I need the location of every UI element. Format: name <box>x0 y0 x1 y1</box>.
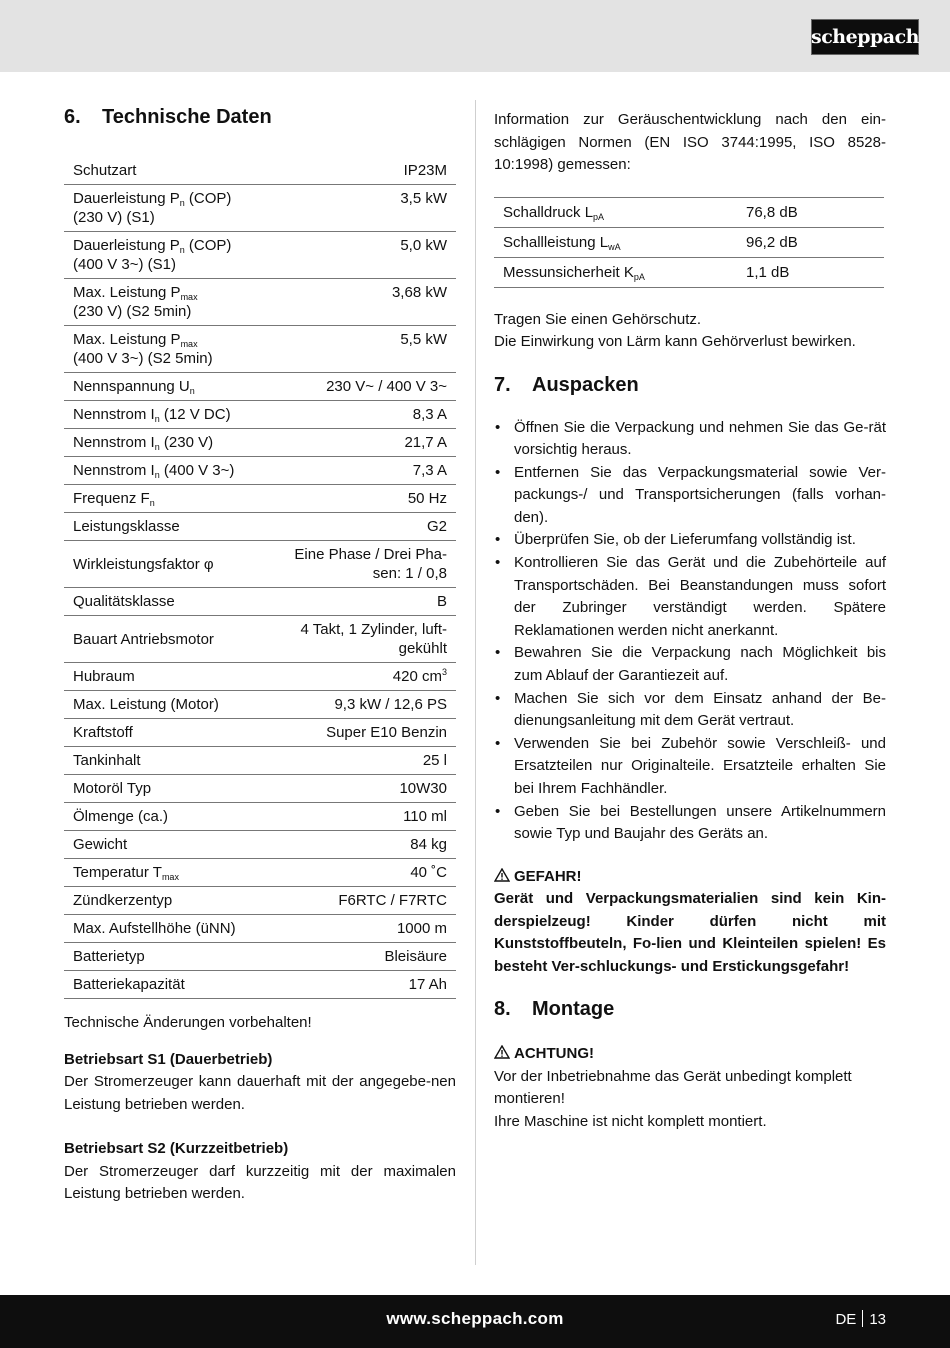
list-item: • Verwenden Sie bei Zubehör sowie Verschleiß- und Ersatzteilen nur Originalteile. Ersatzteile erhalten Sie bei Ihrem Fachhändler. <box>494 733 886 801</box>
label-line-2: (400 V 3~) (S2 5min) <box>73 350 213 367</box>
spec-label <box>64 859 268 887</box>
spec-value <box>268 775 456 803</box>
value-text: 21,7 A <box>404 434 447 451</box>
spec-value <box>268 185 456 232</box>
label-suffix: (COP) <box>184 190 232 207</box>
attention-label: ACHTUNG! <box>514 1045 594 1063</box>
value-text: 5,0 kW <box>400 237 447 254</box>
label-text: Nennstrom I <box>73 434 155 451</box>
s2-text: Der Stromerzeuger darf kurzzeitig mit der maximalen Leistung betrieben werden. <box>64 1162 456 1202</box>
label-text: Batterietyp <box>73 948 145 965</box>
page-separator <box>862 1310 863 1327</box>
spec-label <box>64 541 268 588</box>
list-item: • Machen Sie sich vor dem Einsatz anhand der Be-dienungsanleitung mit dem Gerät vertraut. <box>494 688 886 733</box>
spec-row <box>64 429 456 457</box>
value-text: Bleisäure <box>384 948 447 965</box>
label-subscript: n <box>179 198 185 208</box>
spec-value <box>268 616 456 663</box>
spec-label <box>64 719 268 747</box>
label-text: Hubraum <box>73 668 135 685</box>
danger-warning <box>494 866 886 889</box>
noise-label <box>494 197 737 227</box>
spec-label <box>64 401 268 429</box>
value-text: 96,2 dB <box>746 233 798 251</box>
page-number: 13 <box>869 1311 886 1328</box>
label-line-2: (230 V) (S2 5min) <box>73 303 192 320</box>
label-subscript: pA <box>593 211 605 222</box>
label-text: Temperatur T <box>73 864 162 881</box>
value-text: 25 l <box>422 752 447 769</box>
spec-value <box>268 279 456 326</box>
page-indicator <box>835 1310 886 1328</box>
label-text: Zündkerzentyp <box>73 892 173 909</box>
spec-row <box>64 831 456 859</box>
noise-label <box>494 257 737 287</box>
spec-label <box>64 513 268 541</box>
label-subscript: max <box>180 292 198 302</box>
label-line-2: (230 V) (S1) <box>73 209 155 226</box>
warning-triangle-icon <box>494 1045 510 1059</box>
attention-text-2: Ihre Maschine ist nicht komplett montiert. <box>494 1112 767 1130</box>
label-text: Qualitätsklasse <box>73 593 175 610</box>
noise-label <box>494 227 737 257</box>
spec-value <box>268 803 456 831</box>
value-text: 40 ˚C <box>410 864 447 881</box>
unpack-list <box>494 417 886 846</box>
spec-row <box>64 401 456 429</box>
spec-value <box>268 429 456 457</box>
label-text: Dauerleistung P <box>73 190 180 207</box>
value-line-2: gekühlt <box>398 640 447 657</box>
language-code: DE <box>835 1311 857 1328</box>
spec-label <box>64 971 268 999</box>
section-title: Technische Daten <box>102 106 272 128</box>
section-number: 6. <box>64 106 81 128</box>
spec-value <box>268 831 456 859</box>
noise-hint-2: Die Einwirkung von Lärm kann Gehörverlust bewirken. <box>494 333 856 350</box>
value-text: 8,3 A <box>412 406 447 423</box>
label-subscript: max <box>161 872 179 882</box>
value-text: Super E10 Benzin <box>326 724 447 741</box>
spec-value <box>268 887 456 915</box>
right-column <box>494 100 886 1133</box>
spec-row <box>64 326 456 373</box>
value-text: 3,5 kW <box>400 190 447 207</box>
spec-row <box>64 971 456 999</box>
label-text: Ölmenge (ca.) <box>73 808 169 825</box>
section-7-heading <box>494 374 886 397</box>
spec-label <box>64 831 268 859</box>
label-text: Leistungsklasse <box>73 518 180 535</box>
list-item: • Überprüfen Sie, ob der Lieferumfang vollständig ist. <box>494 529 886 552</box>
label-text: Batteriekapazität <box>73 976 185 993</box>
spec-value <box>268 326 456 373</box>
spec-row <box>64 457 456 485</box>
spec-value <box>268 915 456 943</box>
label-subscript: max <box>180 339 198 349</box>
spec-value <box>268 747 456 775</box>
brand-logo <box>811 19 919 55</box>
spec-label <box>64 429 268 457</box>
spec-value <box>268 485 456 513</box>
spec-row <box>64 232 456 279</box>
list-item: • Öffnen Sie die Verpackung und nehmen Sie das Ge-rät vorsichtig heraus. <box>494 417 886 462</box>
attention-text-1: Vor der Inbetriebnahme das Gerät unbedingt komplett montieren! <box>494 1067 852 1108</box>
label-text: Schallleistung L <box>503 233 609 251</box>
logo-text: scheppach <box>811 26 919 48</box>
spec-label <box>64 887 268 915</box>
label-text: Max. Leistung P <box>73 331 181 348</box>
s1-heading: Betriebsart S1 (Dauerbetrieb) <box>64 1050 273 1068</box>
spec-value <box>268 588 456 616</box>
spec-value <box>268 232 456 279</box>
value-text: 1,1 dB <box>746 263 790 281</box>
noise-row <box>494 257 884 287</box>
label-text: Max. Leistung P <box>73 284 181 301</box>
noise-value <box>737 197 884 227</box>
section-6-heading <box>64 106 456 129</box>
spec-row <box>64 915 456 943</box>
spec-label <box>64 373 268 401</box>
label-text: Nennstrom I <box>73 406 155 423</box>
label-subscript: n <box>189 386 195 396</box>
warning-triangle-icon <box>494 868 510 882</box>
spec-row <box>64 588 456 616</box>
spec-value <box>268 401 456 429</box>
value-line-1: 4 Takt, 1 Zylinder, luft- <box>300 621 447 638</box>
website-link[interactable]: www.scheppach.com <box>386 1309 564 1328</box>
spec-row <box>64 157 456 185</box>
label-text: Max. Leistung (Motor) <box>73 696 219 713</box>
value-text: 230 V~ / 400 V 3~ <box>326 378 447 395</box>
value-text: 1000 m <box>396 920 447 937</box>
danger-text: Gerät und Verpackungsmaterialien sind kein Kin-derspielzeug! Kinder dürfen nicht mit Kunststoffbeuteln, Fo-lien und Kleinteilen spielen! Es besteht Ver-schluckungs- und Erstickungsgefahr! <box>494 890 886 975</box>
label-text: Motoröl Typ <box>73 780 152 797</box>
technical-data-table <box>64 157 456 999</box>
value-text: IP23M <box>403 162 447 179</box>
label-text: Schutzart <box>73 162 137 179</box>
value-line-2: sen: 1 / 0,8 <box>372 565 447 582</box>
label-text: Messunsicherheit K <box>503 263 634 281</box>
value-text: G2 <box>426 518 447 535</box>
label-subscript: n <box>149 498 155 508</box>
list-item: • Geben Sie bei Bestellungen unsere Artikelnummern sowie Typ und Baujahr des Geräts an. <box>494 801 886 846</box>
spec-row <box>64 541 456 588</box>
value-text: 7,3 A <box>412 462 447 479</box>
spec-value <box>268 541 456 588</box>
list-item: • Kontrollieren Sie das Gerät und die Zubehörteile auf Transportschäden. Bei Beanstandungen muss sofort der Zubringer verständigt werden. Spätere Reklamationen werden nicht anerkannt. <box>494 552 886 642</box>
spec-label <box>64 157 268 185</box>
label-text: Nennspannung U <box>73 378 190 395</box>
label-subscript: pA <box>633 271 645 282</box>
section-title: Auspacken <box>532 373 639 396</box>
value-text: 420 cm <box>392 668 442 685</box>
spec-label <box>64 279 268 326</box>
spec-label <box>64 915 268 943</box>
spec-value <box>268 157 456 185</box>
spec-label <box>64 616 268 663</box>
spec-value <box>268 719 456 747</box>
label-text: Bauart Antriebsmotor <box>73 630 214 648</box>
value-text: 5,5 kW <box>400 331 447 348</box>
noise-value <box>737 227 884 257</box>
spec-row <box>64 887 456 915</box>
spec-value <box>268 691 456 719</box>
label-text: Gewicht <box>73 836 128 853</box>
spec-label <box>64 326 268 373</box>
label-suffix: (400 V 3~) <box>159 462 235 479</box>
noise-hint-1: Tragen Sie einen Gehörschutz. <box>494 310 702 328</box>
label-text: Max. Aufstellhöhe (üNN) <box>73 920 236 937</box>
value-line-1: Eine Phase / Drei Pha- <box>294 546 447 563</box>
spec-value <box>268 859 456 887</box>
label-text: Wirkleistungsfaktor φ <box>73 555 214 573</box>
spec-label <box>64 588 268 616</box>
spec-row <box>64 859 456 887</box>
list-item: • Entfernen Sie das Verpackungsmaterial sowie Ver-packungs-/ und Transportsicherungen (falls vorhan-den). <box>494 462 886 530</box>
spec-value <box>268 663 456 691</box>
label-text: Nennstrom I <box>73 462 155 479</box>
value-superscript: 3 <box>441 667 447 677</box>
value-text: 10W30 <box>399 780 447 797</box>
label-suffix: (12 V DC) <box>159 406 231 423</box>
spec-value <box>268 457 456 485</box>
spec-value <box>268 943 456 971</box>
section-number: 8. <box>494 998 511 1021</box>
spec-row <box>64 373 456 401</box>
spec-row <box>64 485 456 513</box>
spec-row <box>64 719 456 747</box>
attention-warning <box>494 1043 886 1066</box>
label-suffix: (COP) <box>184 237 232 254</box>
spec-value <box>268 513 456 541</box>
s2-heading: Betriebsart S2 (Kurzzeitbetrieb) <box>64 1140 289 1157</box>
value-text: 110 ml <box>403 808 447 825</box>
changes-note: Technische Änderungen vorbehalten! <box>64 1014 312 1031</box>
spec-label <box>64 185 268 232</box>
spec-row <box>64 691 456 719</box>
spec-label <box>64 485 268 513</box>
spec-label <box>64 943 268 971</box>
column-divider <box>475 100 476 1265</box>
label-subscript: n <box>154 414 160 424</box>
spec-label <box>64 232 268 279</box>
spec-row <box>64 663 456 691</box>
section-number: 7. <box>494 373 511 396</box>
value-text: 17 Ah <box>408 976 447 993</box>
value-text: F6RTC / F7RTC <box>338 892 447 909</box>
label-text: Frequenz F <box>73 490 150 507</box>
spec-label <box>64 803 268 831</box>
label-subscript: wA <box>608 241 621 252</box>
value-text: 3,68 kW <box>391 284 447 301</box>
spec-row <box>64 943 456 971</box>
spec-row <box>64 616 456 663</box>
noise-intro: Information zur Geräuschentwicklung nach den ein-schlägigen Normen (EN ISO 3744:1995, ISO 8528-10:1998) gemessen: <box>494 111 886 173</box>
spec-row <box>64 513 456 541</box>
label-text: Kraftstoff <box>73 724 133 741</box>
value-text: 50 Hz <box>407 490 447 507</box>
spec-row <box>64 803 456 831</box>
value-text: 84 kg <box>410 836 447 853</box>
list-item: • Bewahren Sie die Verpackung nach Möglichkeit bis zum Ablauf der Garantiezeit auf. <box>494 642 886 687</box>
spec-value <box>268 971 456 999</box>
value-text: 76,8 dB <box>746 203 798 221</box>
noise-value <box>737 257 884 287</box>
spec-label <box>64 663 268 691</box>
label-text: Schalldruck L <box>503 203 594 221</box>
label-suffix: (230 V) <box>159 434 214 451</box>
spec-row <box>64 747 456 775</box>
noise-row <box>494 227 884 257</box>
danger-label: GEFAHR! <box>514 867 582 885</box>
s1-text: Der Stromerzeuger kann dauerhaft mit der angegebe-nen Leistung betrieben werden. <box>64 1073 456 1113</box>
label-line-2: (400 V 3~) (S1) <box>73 256 176 273</box>
label-text: Dauerleistung P <box>73 237 180 254</box>
label-subscript: n <box>154 470 160 480</box>
label-subscript: n <box>154 442 160 452</box>
label-subscript: n <box>179 245 185 255</box>
left-column <box>64 100 456 1206</box>
value-text: 9,3 kW / 12,6 PS <box>334 696 447 713</box>
spec-label <box>64 775 268 803</box>
section-8-heading <box>494 998 886 1021</box>
noise-row <box>494 197 884 227</box>
spec-label <box>64 691 268 719</box>
noise-table <box>494 197 884 288</box>
label-text: Tankinhalt <box>73 752 141 769</box>
spec-row <box>64 185 456 232</box>
spec-row <box>64 279 456 326</box>
spec-value <box>268 373 456 401</box>
footer-bar <box>0 1295 950 1348</box>
spec-label <box>64 457 268 485</box>
spec-row <box>64 775 456 803</box>
spec-label <box>64 747 268 775</box>
section-title: Montage <box>532 998 615 1021</box>
header-bar <box>0 0 950 72</box>
value-text: B <box>436 593 447 610</box>
